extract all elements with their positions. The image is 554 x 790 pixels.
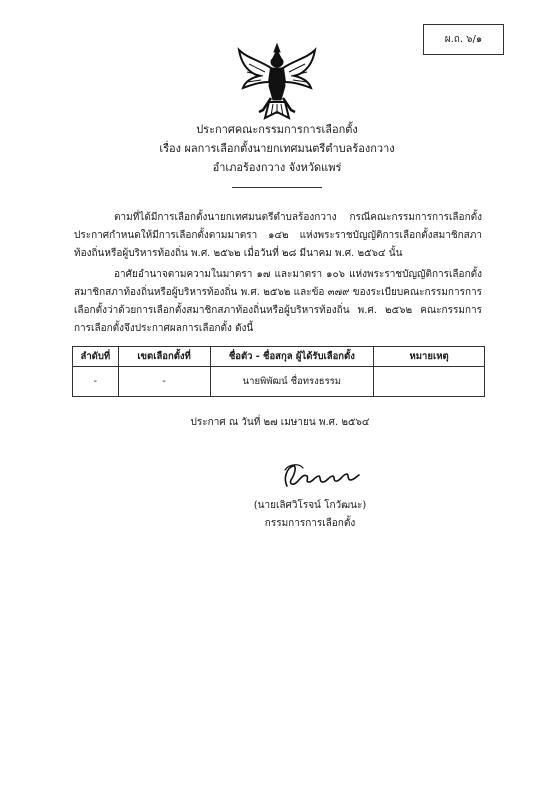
column-header-district: เขตเลือกตั้งที่ <box>118 347 210 367</box>
election-results-table <box>72 346 485 397</box>
announcement-title: ประกาศคณะกรรมการการเลือกตั้ง <box>196 123 358 136</box>
announcement-subject: เรื่อง ผลการเลือกตั้งนายกเทศมนตรีตำบลร้องกวาง <box>159 142 395 155</box>
table-header-row <box>73 347 485 367</box>
paragraph-authority: อาศัยอำนาจตามความในมาตรา ๑๗ และมาตรา ๑๐๖ แห่งพระราชบัญญัติการเลือกตั้งสมาชิกสภาท้องถิ่นหรือผู้บริหารท้องถิ่น พ.ศ. ๒๕๖๒ และข้อ ๓๗๙ ของระเบียบคณะกรรมการการเลือกตั้งว่าด้วยการเลือกตั้งสมาชิกสภาท้องถิ่นหรือผู้บริหารท้องถิ่น พ.ศ. ๒๕๖๒ คณะกรรมการการเลือกตั้งจึงประกาศผลการเลือกตั้ง ดังนี้ <box>74 269 482 334</box>
paragraph-background: ตามที่ได้มีการเลือกตั้งนายกเทศมนตรีตำบลร้องกวาง กรณีคณะกรรมการการเลือกตั้งประกาศกำหนดให้มีการเลือกตั้งตามมาตรา ๑๔๒ แห่งพระราชบัญญัติการเลือกตั้งสมาชิกสภาท้องถิ่นหรือผู้บริหารท้องถิ่น พ.ศ. ๒๕๖๒ เมื่อวันที่ ๒๘ มีนาคม พ.ศ. ๒๕๖๔ นั้น <box>74 212 482 259</box>
cell-remarks <box>374 367 485 397</box>
column-header-remarks: หมายเหตุ <box>374 347 485 367</box>
cell-order: - <box>73 367 119 397</box>
garuda-emblem-icon <box>235 42 319 122</box>
signer-title: กรรมการการเลือกตั้ง <box>264 518 356 529</box>
cell-district: - <box>118 367 210 397</box>
column-header-order: ลำดับที่ <box>73 347 119 367</box>
header-divider <box>232 187 322 188</box>
announcement-date: ประกาศ ณ วันที่ ๒๗ เมษายน พ.ศ. ๒๕๖๔ <box>190 417 370 428</box>
signer-name: (นายเลิศวิโรจน์ โกวัฒนะ) <box>253 500 367 511</box>
form-code-box: ผ.ถ. ๖/๑ <box>423 24 504 55</box>
column-header-elected-name: ชื่อตัว - ชื่อสกุล ผู้ได้รับเลือกตั้ง <box>210 347 374 367</box>
announcement-location: อำเภอร้องกวาง จังหวัดแพร่ <box>212 161 342 174</box>
table-row <box>73 367 485 397</box>
handwritten-signature-icon <box>279 460 363 492</box>
cell-elected-name: นายพิพัฒน์ ชื่อทรงธรรม <box>210 367 374 397</box>
